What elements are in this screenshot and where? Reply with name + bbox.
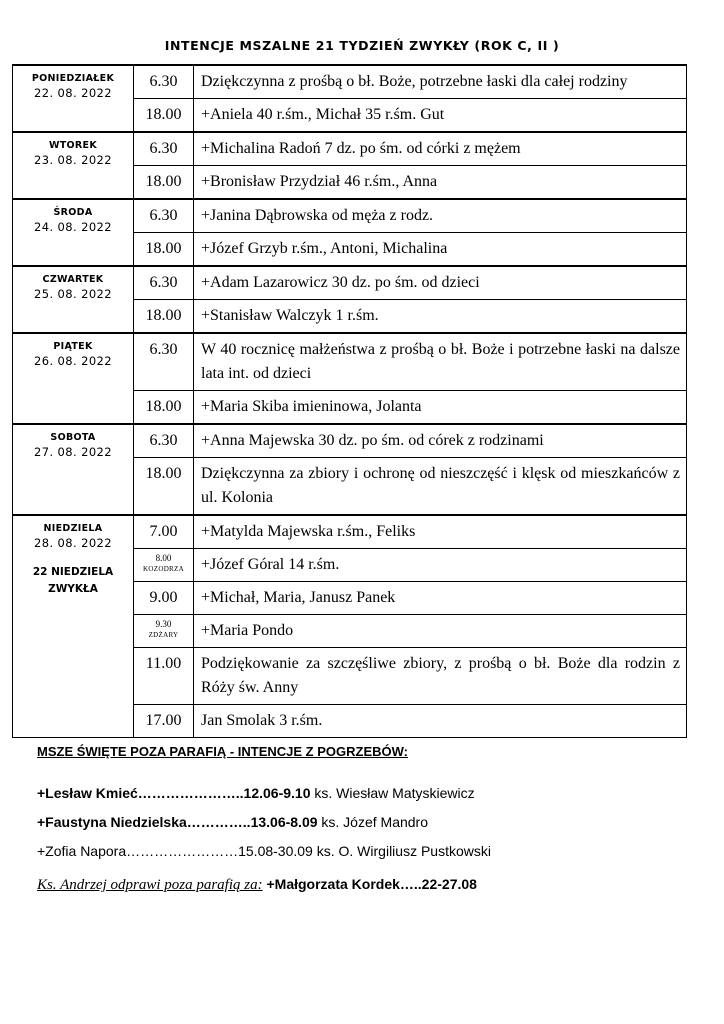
day-name: PIĄTEK <box>53 341 93 352</box>
mass-intention: Podziękowanie za szczęśliwe zbiory, z prośbą o bł. Boże dla rodzin z Róży św. Anny <box>194 648 687 705</box>
day-cell <box>13 424 134 515</box>
mass-time <box>134 549 194 582</box>
schedule-row <box>13 266 687 300</box>
schedule-row <box>13 333 687 391</box>
day-date: 23. 08. 2022 <box>34 153 112 167</box>
mass-intention: +Józef Góral 14 r.śm. <box>194 549 687 582</box>
day-cell <box>13 65 134 132</box>
mass-location: KOZODRZA <box>143 565 184 573</box>
day-name: ŚRODA <box>53 207 93 218</box>
mass-time-value: 18.00 <box>145 240 182 257</box>
mass-time-value: 11.00 <box>145 655 182 672</box>
mass-time-value: 6.30 <box>149 207 178 224</box>
schedule-row <box>13 199 687 233</box>
mass-time <box>134 199 194 233</box>
mass-time-value: 6.30 <box>149 341 178 358</box>
mass-time-value: 7.00 <box>149 523 178 540</box>
mass-time-value: 6.30 <box>149 432 178 449</box>
mass-time <box>134 648 194 705</box>
mass-time-value: 18.00 <box>145 307 182 324</box>
mass-time-value: 9.00 <box>149 589 178 606</box>
mass-intention: Jan Smolak 3 r.śm. <box>194 705 687 738</box>
day-date: 28. 08. 2022 <box>34 536 112 550</box>
outside-row-priest: ks. Józef Mandro <box>317 814 429 830</box>
day-date: 27. 08. 2022 <box>34 445 112 459</box>
mass-time <box>134 65 194 99</box>
mass-time <box>134 515 194 549</box>
mass-intention: Dziękczynna za zbiory i ochronę od nieszczęść i klęsk od mieszkańców z ul. Kolonia <box>194 458 687 516</box>
outside-row-name: +Lesław Kmieć…………………..12.06-9.10 <box>37 785 311 801</box>
day-name: PONIEDZIAŁEK <box>31 73 115 84</box>
day-date: 25. 08. 2022 <box>34 287 112 301</box>
mass-intention: +Aniela 40 r.śm., Michał 35 r.śm. Gut <box>194 99 687 133</box>
mass-intention: +Michał, Maria, Janusz Panek <box>194 582 687 615</box>
mass-time-value: 9.30 <box>155 619 172 629</box>
day-cell <box>13 266 134 333</box>
day-cell <box>13 199 134 266</box>
day-extra-label: 22 NIEDZIELA ZWYKŁA <box>32 566 114 595</box>
mass-time-value: 18.00 <box>145 173 182 190</box>
day-cell <box>13 515 134 738</box>
day-date: 24. 08. 2022 <box>34 220 112 234</box>
mass-intention: +Maria Skiba imieninowa, Jolanta <box>194 391 687 425</box>
schedule-row <box>13 515 687 549</box>
outside-row <box>37 837 697 866</box>
schedule-row <box>13 65 687 99</box>
mass-time <box>134 391 194 425</box>
mass-time <box>134 132 194 166</box>
day-cell <box>13 132 134 199</box>
day-name: WTOREK <box>48 140 97 151</box>
mass-time-value: 18.00 <box>145 398 182 415</box>
mass-intention: +Stanisław Walczyk 1 r.śm. <box>194 300 687 334</box>
day-date: 22. 08. 2022 <box>34 86 112 100</box>
mass-intention: +Matylda Majewska r.śm., Feliks <box>194 515 687 549</box>
final-note-text: +Małgorzata Kordek…..22-27.08 <box>262 876 477 892</box>
mass-intention: +Bronisław Przydział 46 r.śm., Anna <box>194 166 687 200</box>
mass-intention: +Anna Majewska 30 dz. po śm. od córek z rodzinami <box>194 424 687 458</box>
mass-time <box>134 99 194 133</box>
mass-time-value: 17.00 <box>145 712 182 729</box>
mass-intention: W 40 rocznicę małżeństwa z prośbą o bł. Boże i potrzebne łaski na dalsze lata int. od dzieci <box>194 333 687 391</box>
outside-row <box>37 779 697 808</box>
outside-row-priest: ks. O. Wirgiliusz Pustkowski <box>312 843 491 859</box>
outside-row-name: +Faustyna Niedzielska…………..13.06-8.09 <box>37 814 318 830</box>
day-name: NIEDZIELA <box>43 523 103 534</box>
day-name: SOBOTA <box>50 432 96 443</box>
day-name: CZWARTEK <box>42 274 104 285</box>
mass-intention: +Adam Lazarowicz 30 dz. po śm. od dzieci <box>194 266 687 300</box>
day-cell <box>13 333 134 424</box>
mass-time <box>134 424 194 458</box>
mass-time <box>134 333 194 391</box>
mass-schedule-table <box>12 64 687 738</box>
mass-time <box>134 582 194 615</box>
mass-time-value: 18.00 <box>145 465 182 482</box>
mass-time-value: 18.00 <box>145 106 182 123</box>
page-title: INTENCJE MSZALNE 21 TYDZIEŃ ZWYKŁY (ROK C, II ) <box>164 38 560 53</box>
outside-row-name: +Zofia Napora……………………15.08-30.09 <box>37 843 313 859</box>
mass-intention: +Michalina Radoń 7 dz. po śm. od córki z mężem <box>194 132 687 166</box>
mass-time <box>134 233 194 267</box>
mass-location: ZDŻARY <box>148 631 179 639</box>
mass-time <box>134 458 194 516</box>
mass-time-value: 6.30 <box>149 73 178 90</box>
outside-parish-section <box>37 744 697 901</box>
mass-time <box>134 300 194 334</box>
mass-time <box>134 166 194 200</box>
mass-time <box>134 615 194 648</box>
mass-time-value: 6.30 <box>149 274 178 291</box>
mass-time-value: 6.30 <box>149 140 178 157</box>
outside-heading: MSZE ŚWIĘTE POZA PARAFIĄ - INTENCJE Z POGRZEBÓW: <box>37 744 408 759</box>
mass-intention: +Maria Pondo <box>194 615 687 648</box>
day-date: 26. 08. 2022 <box>34 354 112 368</box>
mass-intention: +Józef Grzyb r.śm., Antoni, Michalina <box>194 233 687 267</box>
outside-row <box>37 808 697 837</box>
final-note-intro: Ks. Andrzej odprawi poza parafią za: <box>37 877 263 893</box>
mass-time <box>134 705 194 738</box>
final-note <box>37 869 697 901</box>
mass-intention: +Janina Dąbrowska od męża z rodz. <box>194 199 687 233</box>
mass-time-value: 8.00 <box>155 553 172 563</box>
schedule-row <box>13 424 687 458</box>
mass-intention: Dziękczynna z prośbą o bł. Boże, potrzebne łaski dla całej rodziny <box>194 65 687 99</box>
mass-time <box>134 266 194 300</box>
outside-row-priest: ks. Wiesław Matyskiewicz <box>310 785 475 801</box>
schedule-row <box>13 132 687 166</box>
